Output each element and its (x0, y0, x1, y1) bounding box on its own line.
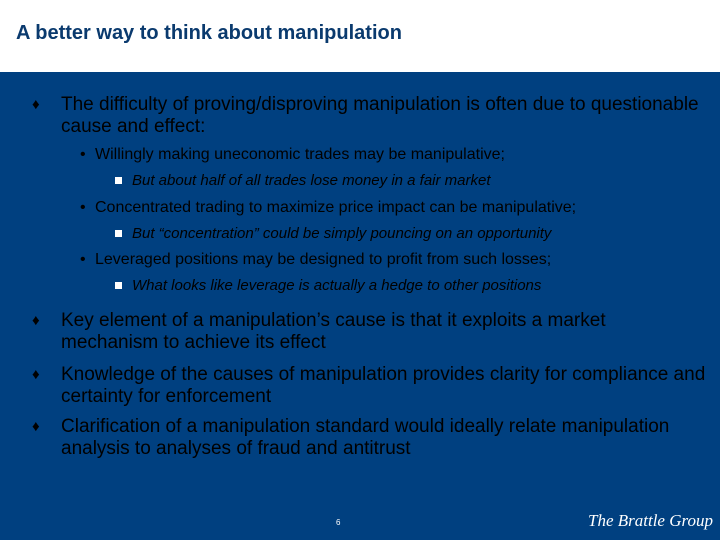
sub-sub-bullet-item (115, 224, 705, 243)
diamond-bullet-icon: ♦ (32, 96, 40, 113)
slide-title: A better way to think about manipulation (16, 22, 402, 44)
sub-bullet-item (80, 198, 700, 218)
bullet-text: Clarification of a manipulation standard would ideally relate manipulation analysis to analyses of fraud and antitrust (61, 416, 670, 459)
bullet-item (32, 416, 708, 460)
sub-sub-bullet-item (115, 171, 705, 190)
sub-bullet-item (80, 250, 700, 270)
sub-sub-bullet-item (115, 276, 705, 295)
bullet-text: The difficulty of proving/disproving manipulation is often due to questionable cause and effect: (61, 94, 699, 137)
title-bar (0, 0, 720, 72)
brattle-group-logo: The Brattle Group (588, 511, 713, 530)
diamond-bullet-icon: ♦ (32, 366, 40, 383)
sub-sub-bullet-text: But about half of all trades lose money in a fair market (132, 172, 491, 189)
diamond-bullet-icon: ♦ (32, 418, 40, 435)
square-bullet-icon (115, 177, 122, 184)
sub-sub-bullet-text: What looks like leverage is actually a hedge to other positions (132, 277, 542, 294)
page-number: 6 (336, 518, 341, 527)
slide-body (0, 72, 720, 540)
bullet-item (32, 94, 708, 138)
bullet-item (32, 364, 708, 408)
bullet-text: Key element of a manipulation’s cause is that it exploits a market mechanism to achieve its effect (61, 310, 606, 353)
square-bullet-icon (115, 282, 122, 289)
sub-bullet-text: Concentrated trading to maximize price impact can be manipulative; (95, 199, 577, 216)
dot-bullet-icon: • (80, 251, 86, 268)
dot-bullet-icon: • (80, 199, 86, 216)
bullet-text: Knowledge of the causes of manipulation provides clarity for compliance and certainty for enforcement (61, 364, 706, 407)
bullet-item (32, 310, 708, 354)
diamond-bullet-icon: ♦ (32, 312, 40, 329)
dot-bullet-icon: • (80, 146, 86, 163)
sub-bullet-text: Leveraged positions may be designed to profit from such losses; (95, 251, 552, 268)
sub-bullet-item (80, 145, 700, 165)
square-bullet-icon (115, 230, 122, 237)
sub-bullet-text: Willingly making uneconomic trades may be manipulative; (95, 146, 505, 163)
sub-sub-bullet-text: But “concentration” could be simply pouncing on an opportunity (132, 225, 552, 242)
